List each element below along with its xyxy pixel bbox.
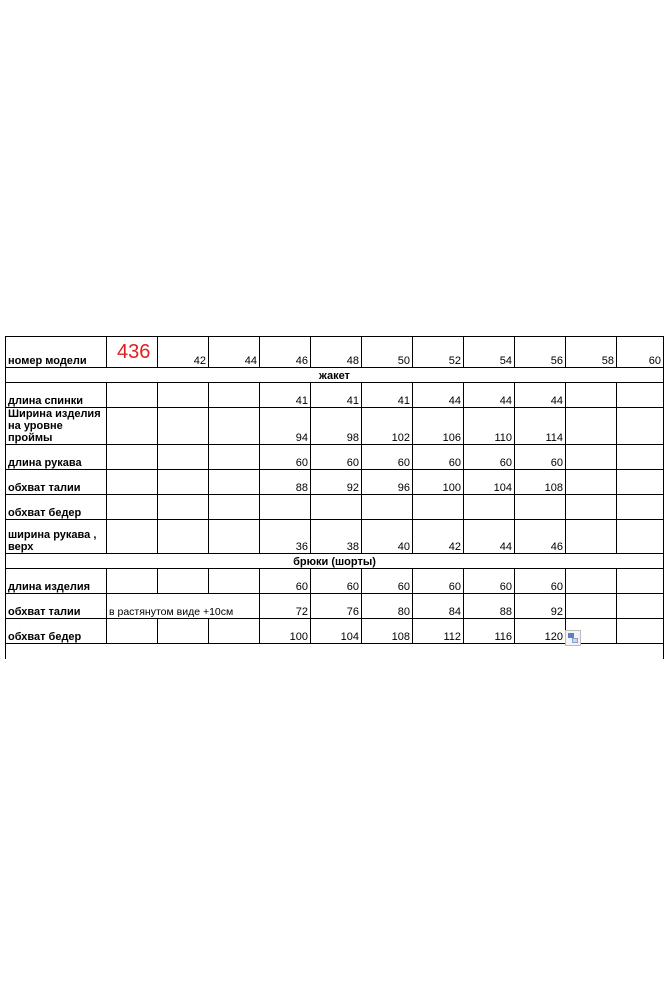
value-cell xyxy=(515,495,566,520)
empty-cell xyxy=(107,445,158,470)
value-cell: 40 xyxy=(362,520,413,554)
value-cell: 60 xyxy=(464,445,515,470)
size-46: 46 xyxy=(260,337,311,368)
value-cell xyxy=(209,445,260,470)
section-title-jacket: жакет xyxy=(6,368,664,383)
value-cell xyxy=(617,569,664,594)
table-row xyxy=(6,408,664,445)
row-label: Ширина изделия на уровне проймы xyxy=(6,408,107,445)
value-cell: 36 xyxy=(260,520,311,554)
value-cell: 106 xyxy=(413,408,464,445)
value-cell: 60 xyxy=(464,569,515,594)
value-cell xyxy=(617,619,664,644)
value-cell: 88 xyxy=(260,470,311,495)
value-cell: 60 xyxy=(260,569,311,594)
table-row xyxy=(6,445,664,470)
table-row xyxy=(6,470,664,495)
section-row-jacket xyxy=(6,368,664,383)
row-label: длина изделия xyxy=(6,569,107,594)
value-cell xyxy=(566,569,617,594)
value-cell: 60 xyxy=(362,569,413,594)
model-label: номер модели xyxy=(6,337,107,368)
size-50: 50 xyxy=(362,337,413,368)
empty-cell xyxy=(107,470,158,495)
size-52: 52 xyxy=(413,337,464,368)
value-cell: 108 xyxy=(362,619,413,644)
size-42: 42 xyxy=(158,337,209,368)
value-cell xyxy=(158,520,209,554)
value-cell xyxy=(617,520,664,554)
value-cell xyxy=(209,569,260,594)
value-cell: 104 xyxy=(464,470,515,495)
value-cell: 42 xyxy=(413,520,464,554)
value-cell: 60 xyxy=(413,569,464,594)
table-row xyxy=(6,495,664,520)
value-cell xyxy=(617,408,664,445)
paste-icon-part xyxy=(572,638,578,643)
value-cell xyxy=(566,383,617,408)
value-cell xyxy=(209,470,260,495)
value-cell: 41 xyxy=(260,383,311,408)
value-cell: 116 xyxy=(464,619,515,644)
value-cell xyxy=(158,383,209,408)
value-cell: 112 xyxy=(413,619,464,644)
value-cell xyxy=(209,619,260,644)
value-cell: 60 xyxy=(413,445,464,470)
value-cell xyxy=(209,383,260,408)
size-chart-table xyxy=(5,336,664,659)
empty-cell xyxy=(107,569,158,594)
value-cell xyxy=(158,619,209,644)
size-48: 48 xyxy=(311,337,362,368)
value-cell xyxy=(209,408,260,445)
value-cell: 44 xyxy=(464,520,515,554)
row-label: обхват талии xyxy=(6,594,107,619)
value-cell: 44 xyxy=(413,383,464,408)
value-cell xyxy=(566,408,617,445)
row-note: в растянутом виде +10см xyxy=(107,594,260,619)
row-label: длина спинки xyxy=(6,383,107,408)
value-cell: 88 xyxy=(464,594,515,619)
section-title-pants: брюки (шорты) xyxy=(6,554,664,569)
value-cell: 60 xyxy=(311,445,362,470)
value-cell: 60 xyxy=(362,445,413,470)
value-cell: 76 xyxy=(311,594,362,619)
empty-cell xyxy=(107,408,158,445)
value-cell xyxy=(158,470,209,495)
value-cell xyxy=(260,495,311,520)
empty-cell xyxy=(107,619,158,644)
row-label: длина рукава xyxy=(6,445,107,470)
value-cell: 94 xyxy=(260,408,311,445)
value-cell xyxy=(566,445,617,470)
size-58: 58 xyxy=(566,337,617,368)
value-cell: 44 xyxy=(464,383,515,408)
value-cell xyxy=(566,594,617,619)
value-cell xyxy=(413,495,464,520)
value-cell xyxy=(566,520,617,554)
value-cell xyxy=(617,445,664,470)
value-cell xyxy=(158,569,209,594)
value-cell xyxy=(158,495,209,520)
value-cell: 100 xyxy=(260,619,311,644)
value-cell xyxy=(362,495,413,520)
empty-cell xyxy=(107,383,158,408)
model-number: 436 xyxy=(107,337,158,368)
empty-cell xyxy=(107,495,158,520)
table-row xyxy=(6,520,664,554)
value-cell: 92 xyxy=(311,470,362,495)
paste-options-icon[interactable] xyxy=(565,630,581,646)
value-cell: 104 xyxy=(311,619,362,644)
size-chart-sheet xyxy=(5,336,663,672)
row-label: обхват бедер xyxy=(6,619,107,644)
value-cell: 92 xyxy=(515,594,566,619)
value-cell: 44 xyxy=(515,383,566,408)
row-label: обхват талии xyxy=(6,470,107,495)
value-cell: 60 xyxy=(311,569,362,594)
value-cell xyxy=(158,445,209,470)
table-row xyxy=(6,594,664,619)
empty-cell xyxy=(617,644,664,660)
row-label: ширина рукава , верх xyxy=(6,520,107,554)
value-cell: 38 xyxy=(311,520,362,554)
value-cell: 60 xyxy=(515,569,566,594)
value-cell: 98 xyxy=(311,408,362,445)
value-cell xyxy=(158,408,209,445)
value-cell xyxy=(617,383,664,408)
value-cell: 114 xyxy=(515,408,566,445)
size-44: 44 xyxy=(209,337,260,368)
table-row xyxy=(6,383,664,408)
row-label: обхват бедер xyxy=(6,495,107,520)
empty-cell xyxy=(107,644,617,660)
value-cell: 41 xyxy=(311,383,362,408)
value-cell xyxy=(566,470,617,495)
value-cell: 100 xyxy=(413,470,464,495)
value-cell: 72 xyxy=(260,594,311,619)
value-cell: 80 xyxy=(362,594,413,619)
value-cell xyxy=(311,495,362,520)
value-cell: 41 xyxy=(362,383,413,408)
table-row xyxy=(6,569,664,594)
header-row xyxy=(6,337,664,368)
value-cell: 60 xyxy=(260,445,311,470)
empty-cell xyxy=(6,644,107,660)
value-cell xyxy=(209,495,260,520)
value-cell xyxy=(566,495,617,520)
size-56: 56 xyxy=(515,337,566,368)
value-cell xyxy=(617,495,664,520)
value-cell: 60 xyxy=(515,445,566,470)
value-cell xyxy=(464,495,515,520)
value-cell xyxy=(617,594,664,619)
size-60: 60 xyxy=(617,337,664,368)
value-cell xyxy=(209,520,260,554)
value-cell xyxy=(617,470,664,495)
empty-cell xyxy=(107,520,158,554)
value-cell: 108 xyxy=(515,470,566,495)
value-cell: 102 xyxy=(362,408,413,445)
section-row-pants xyxy=(6,554,664,569)
value-cell: 46 xyxy=(515,520,566,554)
value-cell: 84 xyxy=(413,594,464,619)
size-54: 54 xyxy=(464,337,515,368)
value-cell: 110 xyxy=(464,408,515,445)
size-chart-body xyxy=(6,337,664,660)
value-cell: 120 xyxy=(515,619,566,644)
value-cell: 96 xyxy=(362,470,413,495)
